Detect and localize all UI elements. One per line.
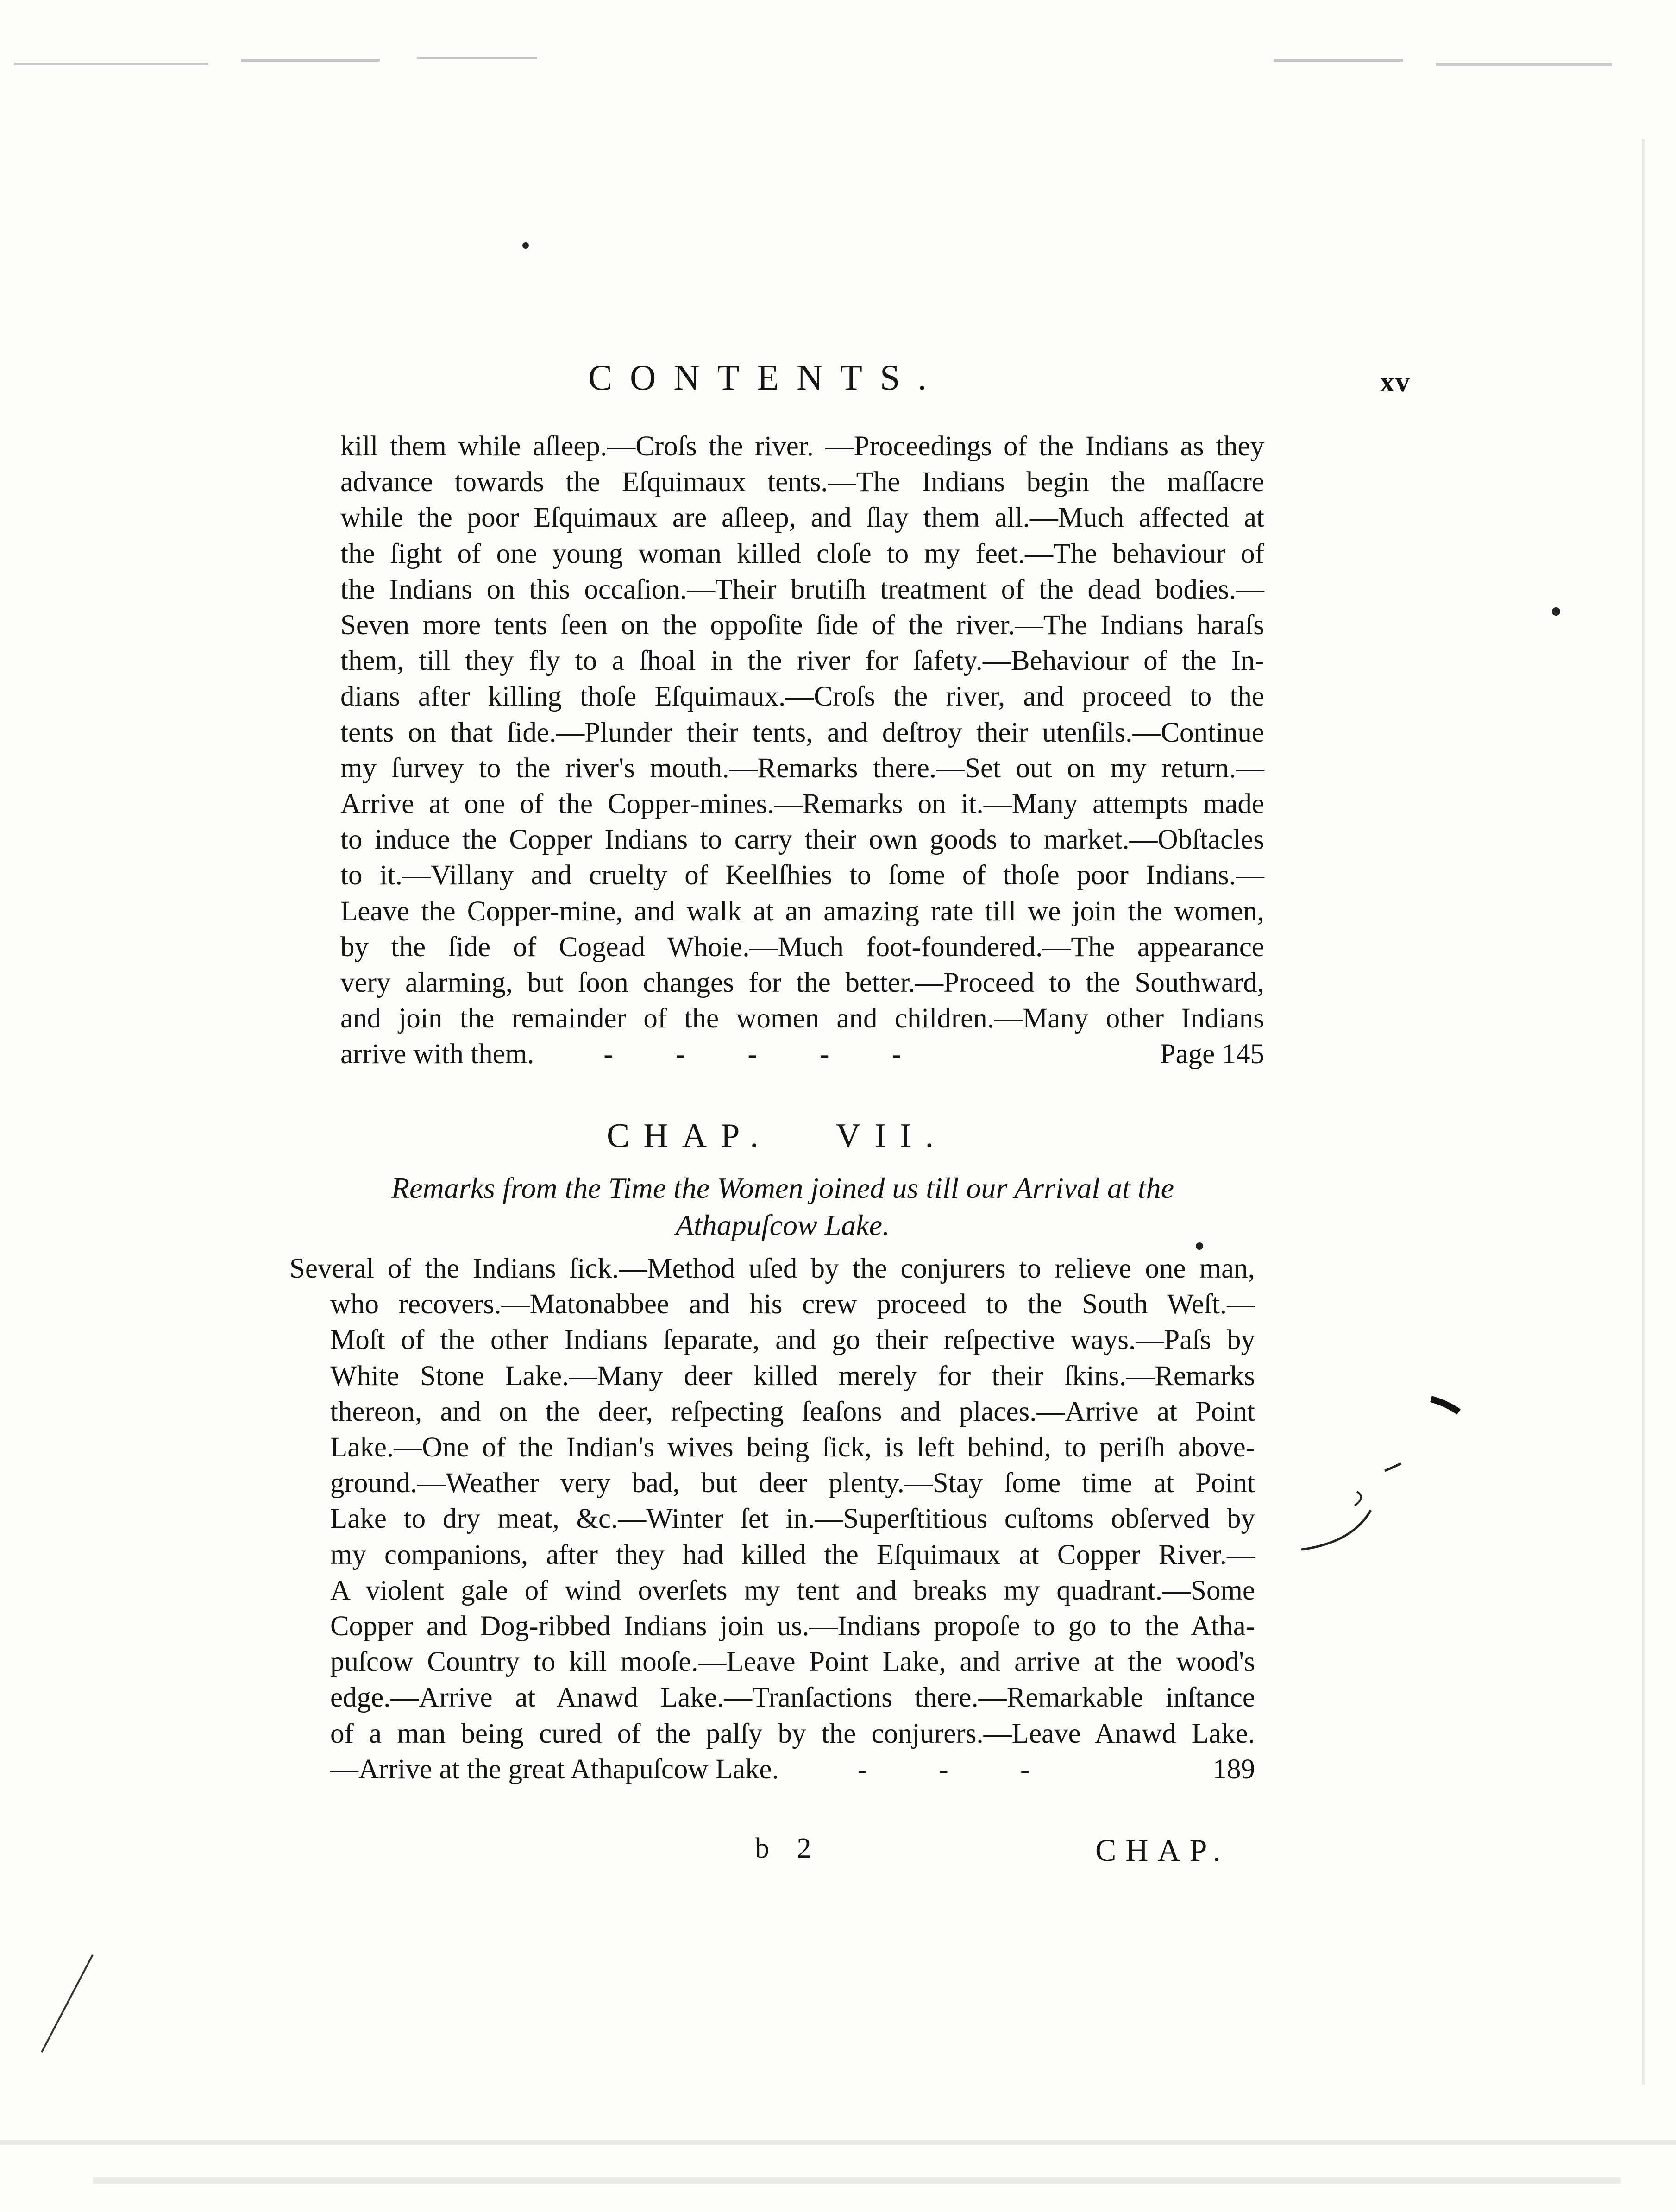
text-line: edge.—Arrive at Anawd Lake.—Tranſactions there.—Remarkable inſtance: [330, 1682, 1255, 1714]
text-line: Seven more tents ſeen on the oppoſite ſide of the river.—The Indians haraſs: [340, 610, 1264, 641]
text-line: A violent gale of wind overſets my tent and breaks my quadrant.—Some: [330, 1575, 1255, 1606]
dot-leader: - - - - -: [603, 1039, 929, 1070]
text-line: of a man being cured of the palſy by the conjurers.—Leave Anawd Lake.: [330, 1718, 1255, 1749]
page-reference: Page 145: [1160, 1039, 1264, 1070]
running-head: CONTENTS.: [588, 357, 944, 397]
chapter-six-summary: [340, 429, 1264, 1072]
text-line-with-page-ref: [340, 1036, 1264, 1072]
text-line: and join the remainder of the women and children.—Many other Indians: [340, 1003, 1264, 1034]
text-line: to it.—Villany and cruelty of Keelſhies to ſome of thoſe poor Indians.—: [340, 860, 1264, 891]
text-line-with-page-ref: [330, 1752, 1255, 1787]
text-line: Moſt of the other Indians ſeparate, and go their reſpective ways.—Paſs by: [330, 1324, 1255, 1356]
text-line: Lake to dry meat, &c.—Winter ſet in.—Superſtitious cuſtoms obſerved by: [330, 1503, 1255, 1535]
text-line: puſcow Country to kill mooſe.—Leave Point Lake, and arrive at the wood's: [330, 1646, 1255, 1678]
page-folio: xv: [1380, 366, 1411, 398]
text-line: very alarming, but ſoon changes for the better.—Proceed to the Southward,: [340, 967, 1264, 999]
text-line: tents on that ſide.—Plunder their tents, and deſtroy their utenſils.—Continue: [340, 717, 1264, 748]
last-line-text: arrive with them.: [340, 1039, 534, 1070]
text-line: my ſurvey to the river's mouth.—Remarks there.—Set out on my return.—: [340, 752, 1264, 784]
text-line: ground.—Weather very bad, but deer plenty.—Stay ſome time at Point: [330, 1468, 1255, 1499]
text-line: kill them while aſleep.—Croſs the river. —Proceedings of the Indians as they: [340, 431, 1264, 462]
text-line: to induce the Copper Indians to carry their own goods to market.—Obſtacles: [340, 824, 1264, 856]
text-line: who recovers.—Matonabbee and his crew proceed to the South Weſt.—: [330, 1289, 1255, 1320]
text-line: dians after killing thoſe Eſquimaux.—Croſs the river, and proceed to the: [340, 681, 1264, 712]
text-line: them, till they fly to a ſhoal in the river for ſafety.—Behaviour of the In-: [340, 645, 1264, 677]
last-line-text: —Arrive at the great Athapuſcow Lake.: [330, 1753, 779, 1785]
chapter-seven-summary: [289, 1251, 1255, 1787]
catchword: CHAP.: [1095, 1833, 1230, 1868]
dot-leader: - - -: [857, 1753, 1062, 1785]
page-reference: 189: [1212, 1753, 1255, 1785]
text-line: by the ſide of Cogead Whoie.—Much foot-foundered.—The appearance: [340, 931, 1264, 963]
text-line: Leave the Copper-mine, and walk at an amazing rate till we join the women,: [340, 895, 1264, 927]
text-line: Copper and Dog-ribbed Indians join us.—Indians propoſe to go to the Atha-: [330, 1611, 1255, 1642]
text-line: Arrive at one of the Copper-mines.—Remarks on it.—Many attempts made: [340, 788, 1264, 820]
chapter-subtitle-line: Remarks from the Time the Women joined us till our Arrival at the: [391, 1172, 1174, 1204]
text-line: White Stone Lake.—Many deer killed merely for their ſkins.—Remarks: [330, 1360, 1255, 1392]
text-line: Several of the Indians ſick.—Method uſed by the conjurers to relieve one man,: [289, 1253, 1255, 1284]
text-line: while the poor Eſquimaux are aſleep, and ſlay them all.—Much affected at: [340, 502, 1264, 534]
text-line: the Indians on this occaſion.—Their brutiſh treatment of the dead bodies.—: [340, 573, 1264, 605]
text-line: my companions, after they had killed the Eſquimaux at Copper River.—: [330, 1539, 1255, 1570]
chapter-subtitle: [278, 1170, 1287, 1244]
text-line: thereon, and on the deer, reſpecting ſeaſons and places.—Arrive at Point: [330, 1396, 1255, 1427]
text-line: the ſight of one young woman killed cloſe to my feet.—The behaviour of: [340, 538, 1264, 569]
text-line: Lake.—One of the Indian's wives being ſick, is left behind, to periſh above-: [330, 1432, 1255, 1463]
chapter-subtitle-line: Athapuſcow Lake.: [675, 1209, 890, 1241]
text-line: advance towards the Eſquimaux tents.—The Indians begin the maſſacre: [340, 466, 1264, 498]
signature-mark: b 2: [755, 1833, 822, 1864]
chapter-heading: CHAP. VII.: [607, 1117, 948, 1155]
